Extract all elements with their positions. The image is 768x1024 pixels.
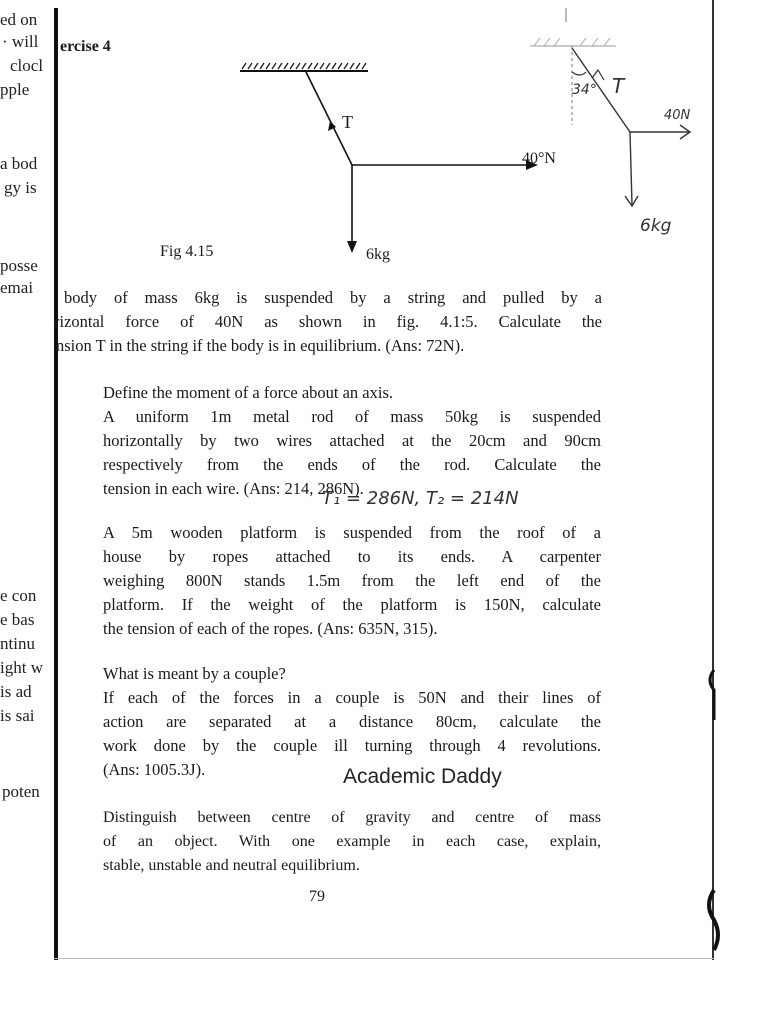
left-fragment: gy is: [4, 178, 37, 197]
question-3-line: platform. If the weight of the platform is 150N, calculate: [103, 595, 601, 614]
left-fragment: ntinu: [0, 634, 35, 653]
question-1-line: body of mass 6kg is suspended by a string and pulled by a: [64, 288, 602, 307]
handwritten-answer: T₁ = 286N, T₂ = 214N: [322, 488, 519, 509]
question-2: [103, 381, 601, 501]
question-4-line: What is meant by a couple?: [103, 664, 286, 683]
question-4-line: If each of the forces in a couple is 50N and their lines of: [103, 688, 601, 707]
question-2-line: A uniform 1m metal rod of mass 50kg is suspended: [103, 407, 601, 426]
question-1-line: nsion T in the string if the body is in equilibrium. (Ans: 72N).: [56, 336, 465, 355]
page-number: 79: [309, 888, 325, 905]
question-4-line: work done by the couple ill turning through 4 revolutions.: [103, 736, 601, 755]
question-5: [103, 806, 601, 878]
sketch-force-label: 40N: [664, 108, 691, 123]
sketch-angle-label: 34°: [572, 82, 597, 98]
left-fragment: emai: [0, 278, 34, 297]
figure-caption: Fig 4.15: [160, 243, 214, 260]
binding-clip-decoration: [700, 660, 740, 960]
figure-tension-label: T: [342, 112, 353, 132]
question-2-line: respectively from the ends of the rod. Calculate the: [103, 455, 601, 474]
sketch-tension-label: T: [612, 74, 625, 98]
question-2-line: tension in each wire. (Ans: 214, 286N).: [103, 479, 364, 498]
question-4: [103, 662, 601, 782]
question-1: [48, 286, 602, 358]
question-3-line: weighing 800N stands 1.5m from the left end of the: [103, 571, 601, 590]
left-fragment: is ad: [0, 682, 32, 701]
left-fragment: pple: [0, 80, 30, 99]
exercise-heading: ercise 4: [60, 38, 111, 55]
question-1-line: rizontal force of 40N as shown in fig. 4.1:5. Calculate the: [54, 312, 602, 331]
sketch-weight-label: 6kg: [640, 216, 672, 236]
question-5-line: of an object. With one example in each case, explain,: [103, 833, 601, 850]
question-3-line: A 5m wooden platform is suspended from the roof of a: [103, 523, 601, 542]
figure-weight-label: 6kg: [366, 246, 390, 263]
question-3-line: house by ropes attached to its ends. A carpenter: [103, 547, 601, 566]
question-2-line: horizontally by two wires attached at the 20cm and 90cm: [103, 431, 601, 450]
question-4-line: (Ans: 1005.3J).: [103, 760, 206, 779]
left-fragment: ed on: [0, 10, 38, 29]
question-3-line: the tension of each of the ropes. (Ans: 635N, 315).: [103, 619, 438, 638]
left-fragment: e bas: [0, 610, 35, 629]
question-5-line: Distinguish between centre of gravity and centre of mass: [103, 809, 601, 826]
left-fragment: ight w: [0, 658, 43, 677]
left-fragment: is sai: [0, 706, 35, 725]
question-4-line: action are separated at a distance 80cm, calculate the: [103, 712, 601, 731]
left-fragment: e con: [0, 586, 37, 605]
watermark-text: Academic Daddy: [343, 765, 502, 788]
question-3: [103, 521, 601, 641]
left-fragment: a bod: [0, 154, 38, 173]
question-2-line: Define the moment of a force about an axis.: [103, 383, 394, 402]
left-page-edge: [54, 8, 58, 960]
left-fragment: · will: [2, 32, 39, 51]
page-bottom-edge: [54, 958, 714, 959]
figure-4-15-diagram: [230, 55, 570, 265]
left-fragment: posse: [0, 256, 38, 275]
left-fragment: clocl: [10, 56, 44, 75]
question-5-line: stable, unstable and neutral equilibrium.: [103, 857, 360, 874]
figure-force-label: 40°N: [522, 150, 556, 167]
left-fragment: poten: [2, 782, 40, 801]
handwritten-force-sketch: [520, 0, 710, 250]
